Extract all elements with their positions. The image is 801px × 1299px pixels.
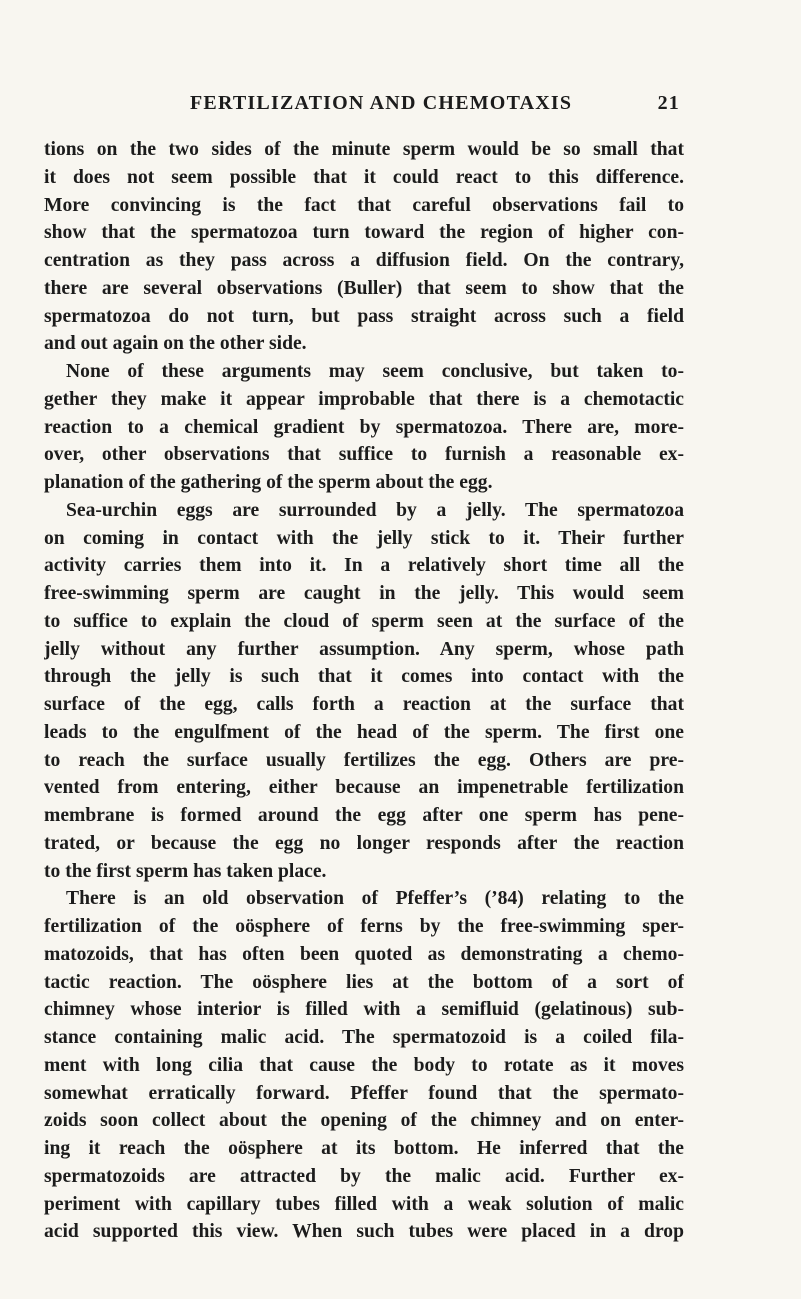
text-line: There is an old observation of Pfeffer’s (’84) relating to the bbox=[66, 888, 684, 910]
running-title: FERTILIZATION AND CHEMOTAXIS bbox=[190, 92, 573, 114]
text-line: membrane is formed around the egg after one sperm has pene- bbox=[44, 805, 684, 826]
page-header bbox=[190, 92, 680, 124]
paragraph bbox=[44, 885, 684, 1246]
text-line: chimney whose interior is filled with a semifluid (gelatinous) sub- bbox=[44, 999, 684, 1021]
text-line: leads to the engulfment of the head of the sperm. The first one bbox=[44, 721, 684, 743]
text-line: matozoids, that has often been quoted as demonstrating a chemo- bbox=[44, 943, 684, 965]
text-line: zoids soon collect about the opening of the chimney and on enter- bbox=[44, 1110, 684, 1132]
text-line: free-swimming sperm are caught in the jelly. This would seem bbox=[44, 583, 684, 604]
text-line: to suffice to explain the cloud of sperm seen at the surface of the bbox=[44, 610, 684, 632]
text-line: activity carries them into it. In a relatively short time all the bbox=[44, 555, 684, 577]
text-line: spermatozoa do not turn, but pass straight across such a field bbox=[44, 305, 684, 327]
text-line: acid supported this view. When such tubes were placed in a drop bbox=[44, 1221, 684, 1243]
text-line: and out again on the other side. bbox=[44, 333, 307, 355]
text-line: to the first sperm has taken place. bbox=[44, 860, 327, 882]
text-line: show that the spermatozoa turn toward the region of higher con- bbox=[44, 222, 684, 244]
text-line: reaction to a chemical gradient by spermatozoa. There are, more- bbox=[44, 416, 684, 438]
text-line: stance containing malic acid. The spermatozoid is a coiled fila- bbox=[44, 1027, 684, 1048]
text-line: trated, or because the egg no longer responds after the reaction bbox=[44, 832, 684, 854]
text-line: planation of the gathering of the sperm about the egg. bbox=[44, 472, 493, 493]
text-line: gether they make it appear improbable that there is a chemotactic bbox=[44, 388, 684, 410]
text-line: spermatozoids are attracted by the malic acid. Further ex- bbox=[44, 1165, 684, 1187]
body-text bbox=[44, 136, 684, 1246]
text-line: jelly without any further assumption. Any sperm, whose path bbox=[44, 638, 684, 660]
text-line: periment with capillary tubes filled with a weak solution of malic bbox=[44, 1193, 684, 1215]
text-line: ing it reach the oösphere at its bottom. He inferred that the bbox=[44, 1138, 684, 1159]
text-line: None of these arguments may seem conclusive, but taken to- bbox=[66, 361, 684, 382]
paragraph bbox=[44, 497, 684, 886]
paragraph bbox=[44, 136, 684, 358]
text-line: through the jelly is such that it comes into contact with the bbox=[44, 666, 684, 688]
text-line: somewhat erratically forward. Pfeffer found that the spermato- bbox=[44, 1082, 684, 1104]
text-line: Sea-urchin eggs are surrounded by a jelly. The spermatozoa bbox=[66, 499, 684, 521]
text-line: More convincing is the fact that careful observations fail to bbox=[44, 194, 684, 216]
text-line: on coming in contact with the jelly stick to it. Their further bbox=[44, 527, 684, 549]
paragraph bbox=[44, 358, 684, 497]
text-line: surface of the egg, calls forth a reaction at the surface that bbox=[44, 694, 684, 715]
page-number: 21 bbox=[657, 92, 680, 114]
text-line: tactic reaction. The oösphere lies at the bottom of a sort of bbox=[44, 971, 684, 993]
text-line: tions on the two sides of the minute sperm would be so small that bbox=[44, 139, 684, 160]
text-line: there are several observations (Buller) that seem to show that the bbox=[44, 277, 684, 299]
text-line: centration as they pass across a diffusion field. On the contrary, bbox=[44, 250, 684, 271]
text-line: fertilization of the oösphere of ferns by the free-swimming sper- bbox=[44, 916, 684, 937]
text-line: to reach the surface usually fertilizes the egg. Others are pre- bbox=[44, 749, 684, 771]
text-line: vented from entering, either because an impenetrable fertilization bbox=[44, 777, 684, 799]
text-line: over, other observations that suffice to furnish a reasonable ex- bbox=[44, 444, 684, 466]
text-line: it does not seem possible that it could react to this difference. bbox=[44, 166, 684, 188]
text-line: ment with long cilia that cause the body to rotate as it moves bbox=[44, 1054, 684, 1076]
